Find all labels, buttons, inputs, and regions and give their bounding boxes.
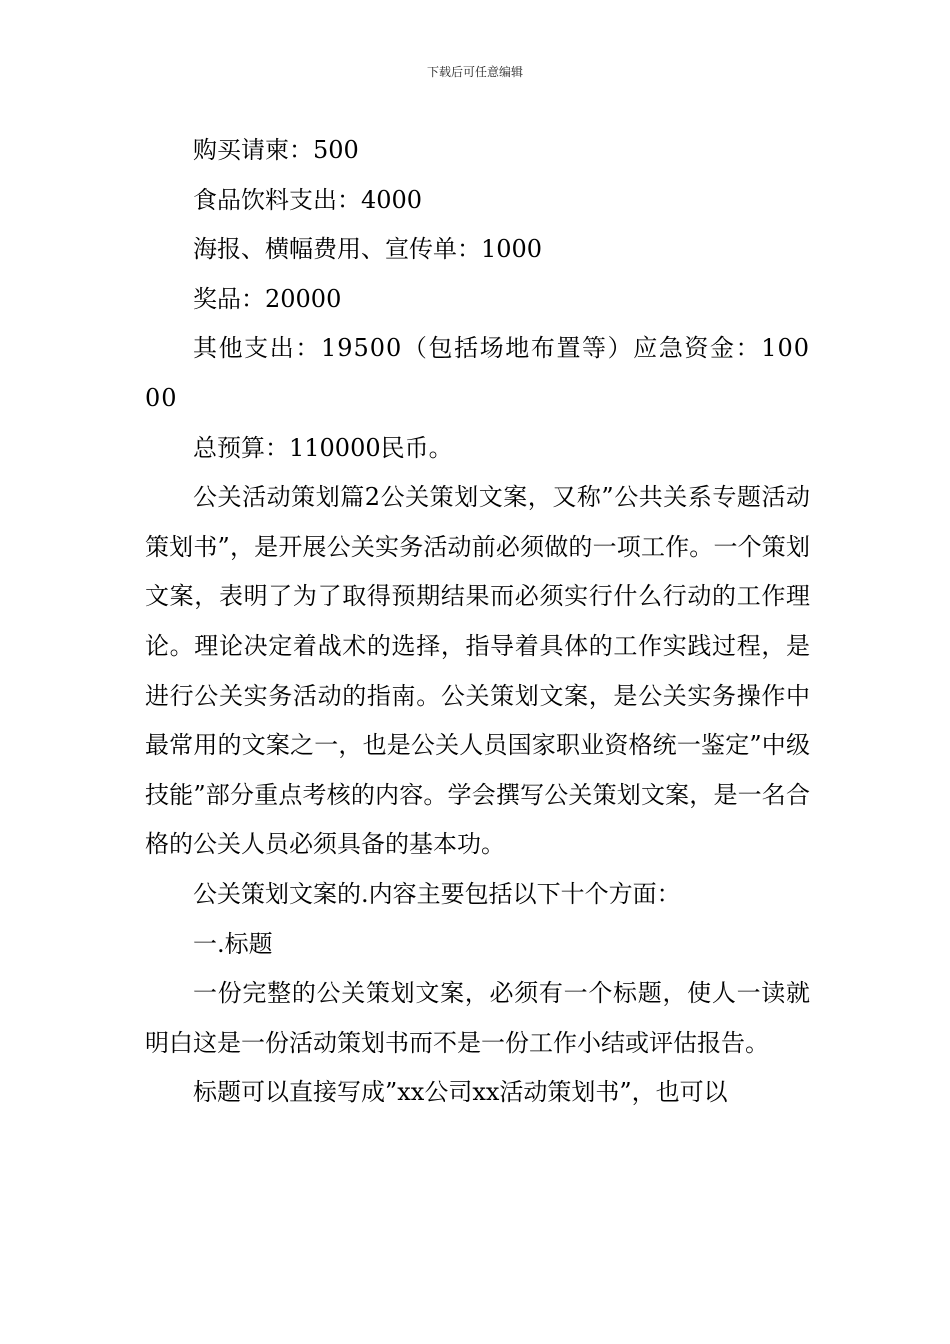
- budget-posters: 海报、横幅费用、宣传单：1000: [193, 235, 543, 264]
- paragraph-pr-planning-intro: 公关活动策划篇2公关策划文案，又称”公共关系专题活动策划书”，是开展公关实务活动前必须做的一项工作。一个策划文案，表明了为了取得预期结果而必须实行什么行动的工作理论。理论决定着战术的选择，指导着具体的工作实践过程，是进行公关实务活动的指南。公关策划文案，是公关实务操作中最常用的文案之一，也是公关人员国家职业资格统一鉴定”中级技能”部分重点考核的内容。学会撰写公关策划文案，是一名合格的公关人员必须具备的基本功。: [145, 483, 810, 859]
- section-heading-title: 一.标题: [193, 929, 273, 958]
- paragraph-title-explanation: 一份完整的公关策划文案，必须有一个标题，使人一读就明白这是一份活动策划书而不是一份工作小结或评估报告。: [145, 979, 810, 1057]
- document-body: [145, 126, 810, 1118]
- paragraph-content-overview: 公关策划文案的.内容主要包括以下十个方面：: [193, 879, 681, 908]
- budget-food-drinks: 食品饮料支出：4000: [193, 185, 423, 214]
- budget-other-emergency: 其他支出：19500（包括场地布置等）应急资金：10000: [145, 334, 810, 412]
- budget-invitations: 购买请柬：500: [193, 136, 359, 164]
- budget-prizes: 奖品：20000: [193, 284, 342, 313]
- paragraph-title-format: 标题可以直接写成”xx公司xx活动策划书”，也可以: [193, 1078, 728, 1107]
- page-header: 下载后可任意编辑: [426, 65, 523, 79]
- budget-total: 总预算：110000民币。: [193, 433, 453, 462]
